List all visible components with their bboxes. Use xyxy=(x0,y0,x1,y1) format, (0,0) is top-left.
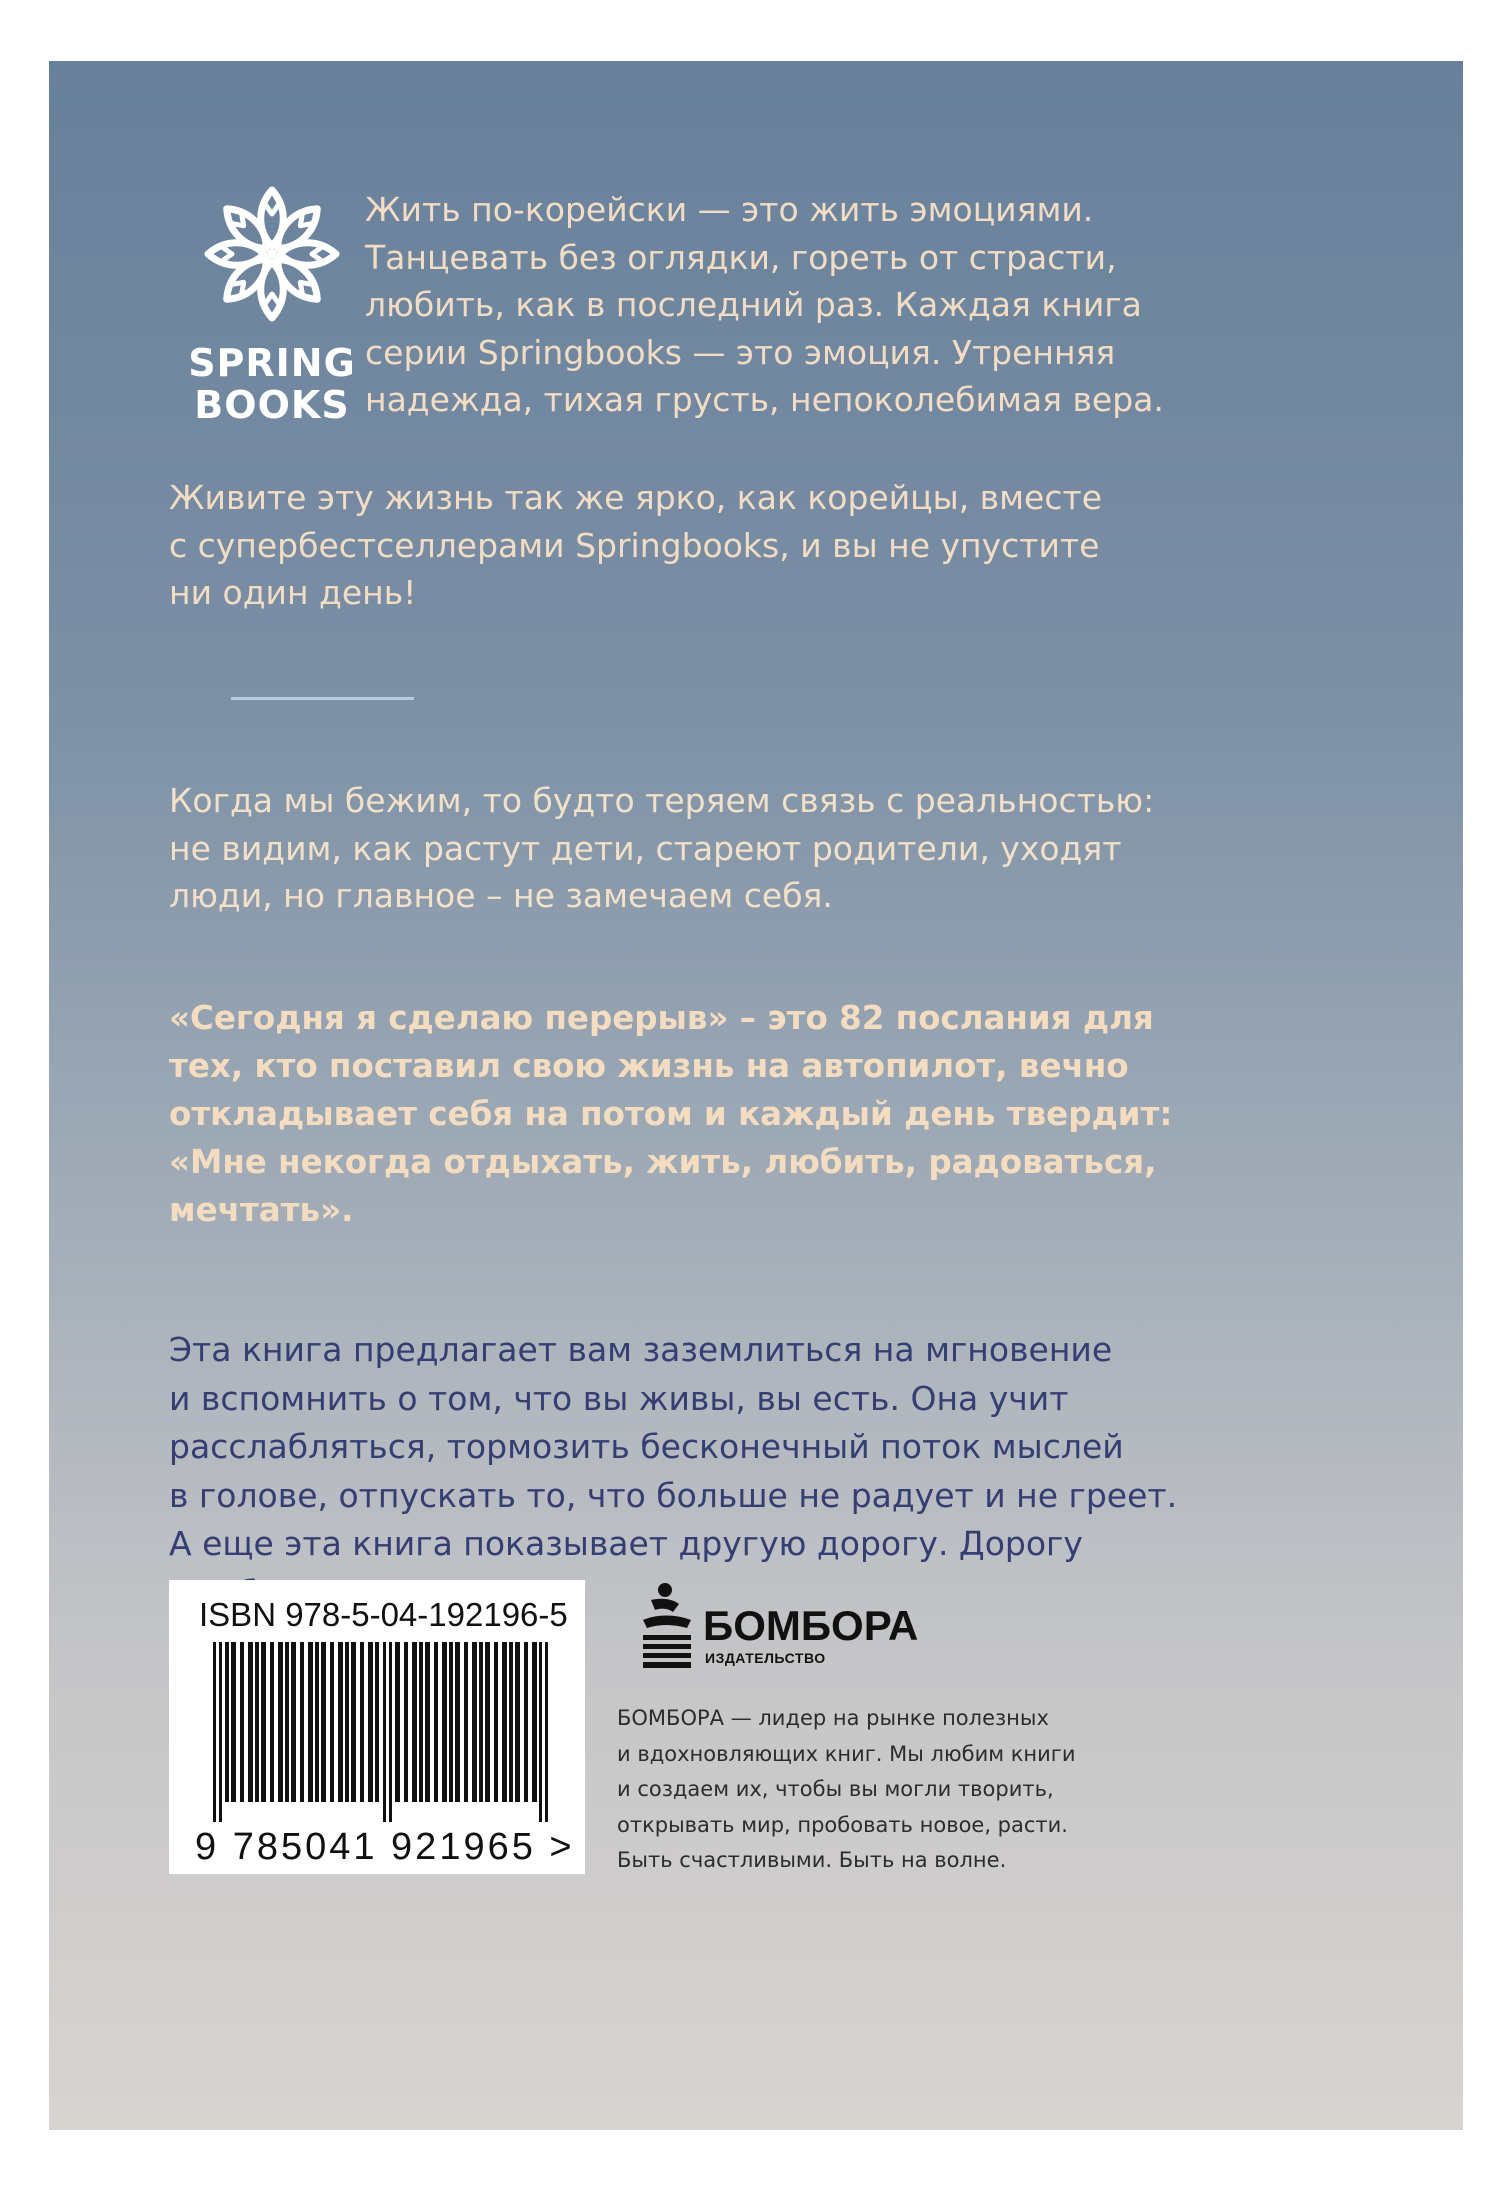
section-divider xyxy=(231,697,414,700)
isbn-label: ISBN 978-5-04-192196-5 xyxy=(199,1596,568,1633)
barcode-bars xyxy=(189,1642,569,1822)
text-line: люди, но главное – не замечаем себя. xyxy=(169,876,833,915)
text-line: откладывает себя на потом и каждый день твердит: xyxy=(169,1095,1173,1133)
text-line: А еще эта книга показывает другую дорогу. Дорогу xyxy=(169,1524,1083,1563)
text-line: Эта книга предлагает вам заземлиться на мгновение xyxy=(169,1330,1113,1369)
text-line: мечтать». xyxy=(169,1191,354,1229)
text-line: БОМБОРА — лидер на рынке полезных xyxy=(617,1706,1049,1730)
text-line: любить, как в последний раз. Каждая книга xyxy=(365,285,1142,324)
text-line: серии Springbooks — это эмоция. Утренняя xyxy=(365,332,1116,372)
publisher-description xyxy=(617,1701,1076,1879)
text-line: надежда, тихая грусть, непоколебимая вера. xyxy=(365,380,1164,419)
text-line: расслабляться, тормозить бесконечный поток мыслей xyxy=(169,1427,1124,1466)
ean-digits: 9 785041 921965 > xyxy=(195,1826,575,1868)
text-line: Когда мы бежим, то будто теряем связь с реальностью: xyxy=(169,781,1155,820)
reader-icon xyxy=(637,1580,697,1675)
logo-text-spring: SPRING xyxy=(188,341,356,385)
text-line: «Сегодня я сделаю перерыв» – это 82 послания для xyxy=(169,999,1154,1037)
publisher-name: БОМБОРА xyxy=(703,1602,919,1649)
series-intro-paragraph xyxy=(365,186,1164,424)
text-line: и вспомнить о том, что вы живы, вы есть. Она учит xyxy=(169,1378,1069,1418)
isbn-barcode xyxy=(169,1580,585,1874)
blurb-intro-paragraph xyxy=(169,777,1154,920)
text-line: открывать мир, пробовать новое, расти. xyxy=(617,1812,1068,1837)
springbooks-logo xyxy=(167,179,377,425)
text-line: Быть счастливыми. Быть на волне. xyxy=(617,1848,1007,1872)
bombora-logo xyxy=(637,1580,919,1690)
blurb-body-paragraph xyxy=(169,1326,1177,1617)
text-line: в голове, отпускать то, что больше не радует и не греет. xyxy=(169,1475,1178,1515)
series-call-paragraph xyxy=(169,474,1102,617)
text-line: и создаем их, чтобы вы могли творить, xyxy=(617,1777,1054,1801)
text-line: «Мне некогда отдыхать, жить, любить, радоваться, xyxy=(169,1143,1157,1181)
text-line: и вдохновляющих книг. Мы любим книги xyxy=(617,1741,1076,1766)
text-line: с супербестселлерами Springbooks, и вы не упустите xyxy=(169,525,1100,565)
publisher-subtitle: ИЗДАТЕЛЬСТВО xyxy=(705,1650,826,1666)
text-line: Танцевать без оглядки, гореть от страсти, xyxy=(365,237,1117,277)
book-back-cover xyxy=(49,61,1463,2130)
logo-text-books: BOOKS xyxy=(194,383,350,427)
text-line: Жить по-корейски — это жить эмоциями. xyxy=(365,190,1094,229)
text-line: ни один день! xyxy=(169,573,417,612)
blurb-highlight-paragraph xyxy=(169,994,1172,1234)
text-line: не видим, как растут дети, стареют родители, уходят xyxy=(169,828,1122,868)
flower-icon xyxy=(197,179,347,329)
text-line: Живите эту жизнь так же ярко, как корейцы, вместе xyxy=(169,478,1102,517)
text-line: тех, кто поставил свою жизнь на автопилот, вечно xyxy=(169,1047,1129,1085)
